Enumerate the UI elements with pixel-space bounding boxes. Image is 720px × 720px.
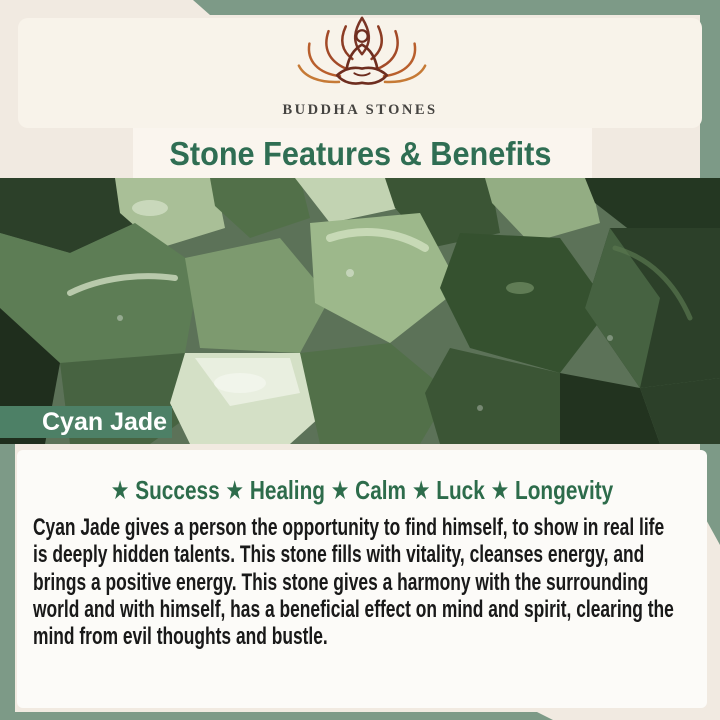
stone-description: [33, 514, 713, 650]
stone-name-badge: Cyan Jade: [0, 406, 172, 438]
description-line: is deeply hidden talents. This stone fills with vitality, cleanses energy, and: [33, 541, 645, 569]
brand-name: BUDDHA STONES: [282, 102, 438, 118]
description-line: world and with himself, has a beneficial effect on mind and spirit, clearing the: [33, 595, 674, 623]
benefits-line: ★ Success ★ Healing ★ Calm ★ Luck ★ Longevity: [110, 475, 614, 505]
description-line: mind from evil thoughts and bustle.: [33, 623, 328, 651]
frame-bottom-strip: [0, 712, 553, 720]
frame-top-strip: [193, 0, 720, 15]
frame-left-band: [0, 444, 15, 720]
description-line: brings a positive energy. This stone gives a harmony with the surrounding: [33, 568, 649, 596]
lotus-meditation-icon: [295, 14, 429, 107]
cyan-jade-photo: [0, 178, 720, 444]
description-line: Cyan Jade gives a person the opportunity to find himself, to show in real life: [33, 514, 665, 541]
page-title: Stone Features & Benefits: [168, 135, 551, 172]
